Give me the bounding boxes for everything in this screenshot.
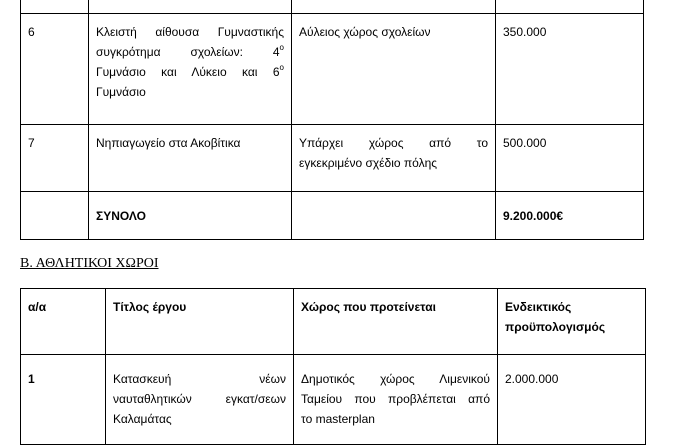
project-title: Κλειστή αίθουσα Γυμναστικής συγκρότημα σχολείων: $4^o$ Γυμνάσιο και Λύκειο και $6^o$ Γυμνάσιο (96, 25, 284, 99)
header-num: α/α (28, 300, 47, 314)
table-row (21, 355, 646, 445)
header-title: Τίτλος έργου (113, 300, 187, 314)
proposed-place: Δημοτικός χώρος Λιμενικού Ταμείου που προβλέπεται από το masterplan (301, 372, 490, 426)
proposed-place: Υπάρχει χώρος από το εγκεκριμένο σχέδιο πόλης (299, 136, 488, 170)
project-title: Κατασκευή νέων ναυταθλητικών εγκατ/σεων Καλαμάτας (113, 372, 286, 426)
row-number: 7 (28, 136, 35, 150)
table-row (21, 0, 644, 14)
total-label: ΣΥΝΟΛΟ (96, 209, 146, 223)
budget-value: 2.000.000 (505, 372, 559, 386)
row-number: 6 (28, 25, 35, 39)
header-place: Χώρος που προτείνεται (301, 300, 436, 314)
proposed-place: Αύλειος χώρος σχολείων (299, 25, 431, 39)
budget-value: 500.000 (503, 136, 547, 150)
total-value: 9.200.000€ (503, 209, 564, 223)
total-row (21, 192, 644, 240)
row-number: 1 (28, 372, 35, 386)
header-row (21, 289, 646, 355)
table-row (21, 14, 644, 125)
projects-table-a (20, 0, 644, 240)
project-title: Νηπιαγωγείο στα Ακοβίτικα (96, 136, 241, 150)
header-budget: Ενδεικτικός προϋπολογισμός (505, 300, 606, 334)
section-heading: Β. ΑΘΛΗΤΙΚΟΙ ΧΩΡΟΙ (20, 256, 159, 271)
projects-table-b (20, 288, 646, 445)
table-row (21, 125, 644, 192)
budget-value: 350.000 (503, 25, 547, 39)
